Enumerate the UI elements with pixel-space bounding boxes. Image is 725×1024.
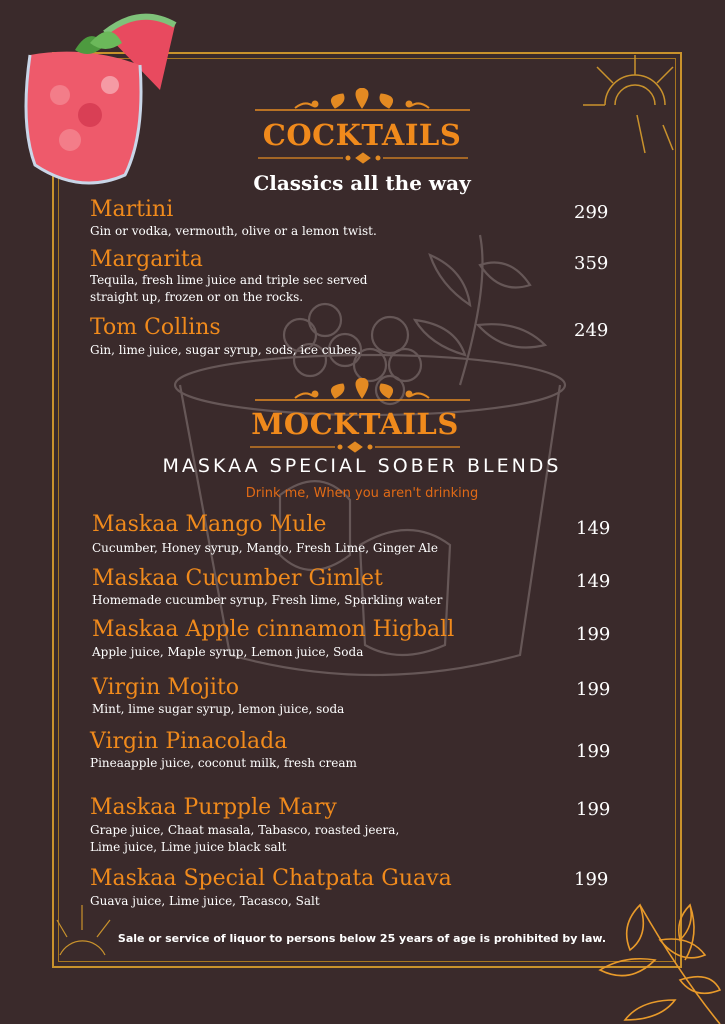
menu-item-desc-virgin-pinacolada: Pineaapple juice, coconut milk, fresh cream	[90, 756, 357, 770]
leaf-ornament-icon	[580, 895, 725, 1024]
cocktail-glass-illustration	[10, 5, 185, 195]
menu-item-name-apple-cinnamon-higball: Maskaa Apple cinnamon Higball	[92, 617, 455, 642]
menu-item-desc-tom-collins: Gin, lime juice, sugar syrup, sods, ice cubes.	[90, 343, 362, 357]
menu-item-name-mango-mule: Maskaa Mango Mule	[92, 512, 327, 537]
menu-item-desc-mango-mule: Cucumber, Honey syrup, Mango, Fresh Lime, Ginger Ale	[92, 541, 438, 555]
menu-item-price-martini: 299	[574, 202, 609, 223]
menu-item-price-apple-cinnamon-higball: 199	[576, 624, 611, 645]
mocktails-title: MOCKTAILS	[251, 407, 459, 441]
menu-item-desc-chatpata-guava: Guava juice, Lime juice, Tacasco, Salt	[90, 894, 320, 908]
sun-ornament-icon	[575, 55, 675, 155]
menu-item-price-margarita: 359	[574, 253, 609, 274]
flourish-divider-icon	[250, 441, 460, 453]
menu-item-name-cucumber-gimlet: Maskaa Cucumber Gimlet	[92, 566, 383, 591]
menu-item-desc-margarita: Tequila, fresh lime juice and triple sec served straight up, frozen or on the rocks.	[90, 273, 368, 304]
legal-disclaimer: Sale or service of liquor to persons below 25 years of age is prohibited by law.	[117, 932, 607, 945]
menu-item-name-virgin-mojito: Virgin Mojito	[92, 675, 240, 700]
menu-item-name-tom-collins: Tom Collins	[90, 315, 221, 340]
mocktails-subtitle: MASKAA SPECIAL SOBER BLENDS	[162, 455, 562, 477]
menu-item-price-virgin-pinacolada: 199	[576, 741, 611, 762]
mocktails-tagline: Drink me, When you aren't drinking	[245, 486, 479, 501]
menu-item-desc-apple-cinnamon-higball: Apple juice, Maple syrup, Lemon juice, Soda	[92, 645, 364, 659]
menu-item-name-martini: Martini	[90, 197, 174, 222]
menu-item-price-cucumber-gimlet: 149	[576, 571, 611, 592]
menu-item-name-purpple-mary: Maskaa Purpple Mary	[90, 795, 337, 820]
menu-item-price-chatpata-guava: 199	[574, 869, 609, 890]
menu-item-price-tom-collins: 249	[574, 320, 609, 341]
menu-item-desc-virgin-mojito: Mint, lime sugar syrup, lemon juice, soda	[92, 702, 345, 716]
menu-item-desc-cucumber-gimlet: Homemade cucumber syrup, Fresh lime, Sparkling water	[92, 593, 443, 607]
flourish-divider-icon	[258, 152, 468, 164]
flourish-divider-icon	[255, 88, 470, 114]
cocktails-title: COCKTAILS	[262, 118, 462, 152]
cocktails-subtitle: Classics all the way	[253, 171, 471, 195]
menu-item-price-purpple-mary: 199	[576, 799, 611, 820]
flourish-divider-icon	[255, 378, 470, 404]
menu-item-price-mango-mule: 149	[576, 518, 611, 539]
menu-item-name-virgin-pinacolada: Virgin Pinacolada	[90, 729, 288, 754]
menu-item-desc-martini: Gin or vodka, vermouth, olive or a lemon twist.	[90, 224, 377, 238]
menu-item-name-margarita: Margarita	[90, 247, 203, 272]
menu-item-desc-purpple-mary: Grape juice, Chaat masala, Tabasco, roasted jeera, Lime juice, Lime juice black salt	[90, 823, 400, 854]
menu-item-name-chatpata-guava: Maskaa Special Chatpata Guava	[90, 866, 452, 891]
menu-item-price-virgin-mojito: 199	[576, 679, 611, 700]
